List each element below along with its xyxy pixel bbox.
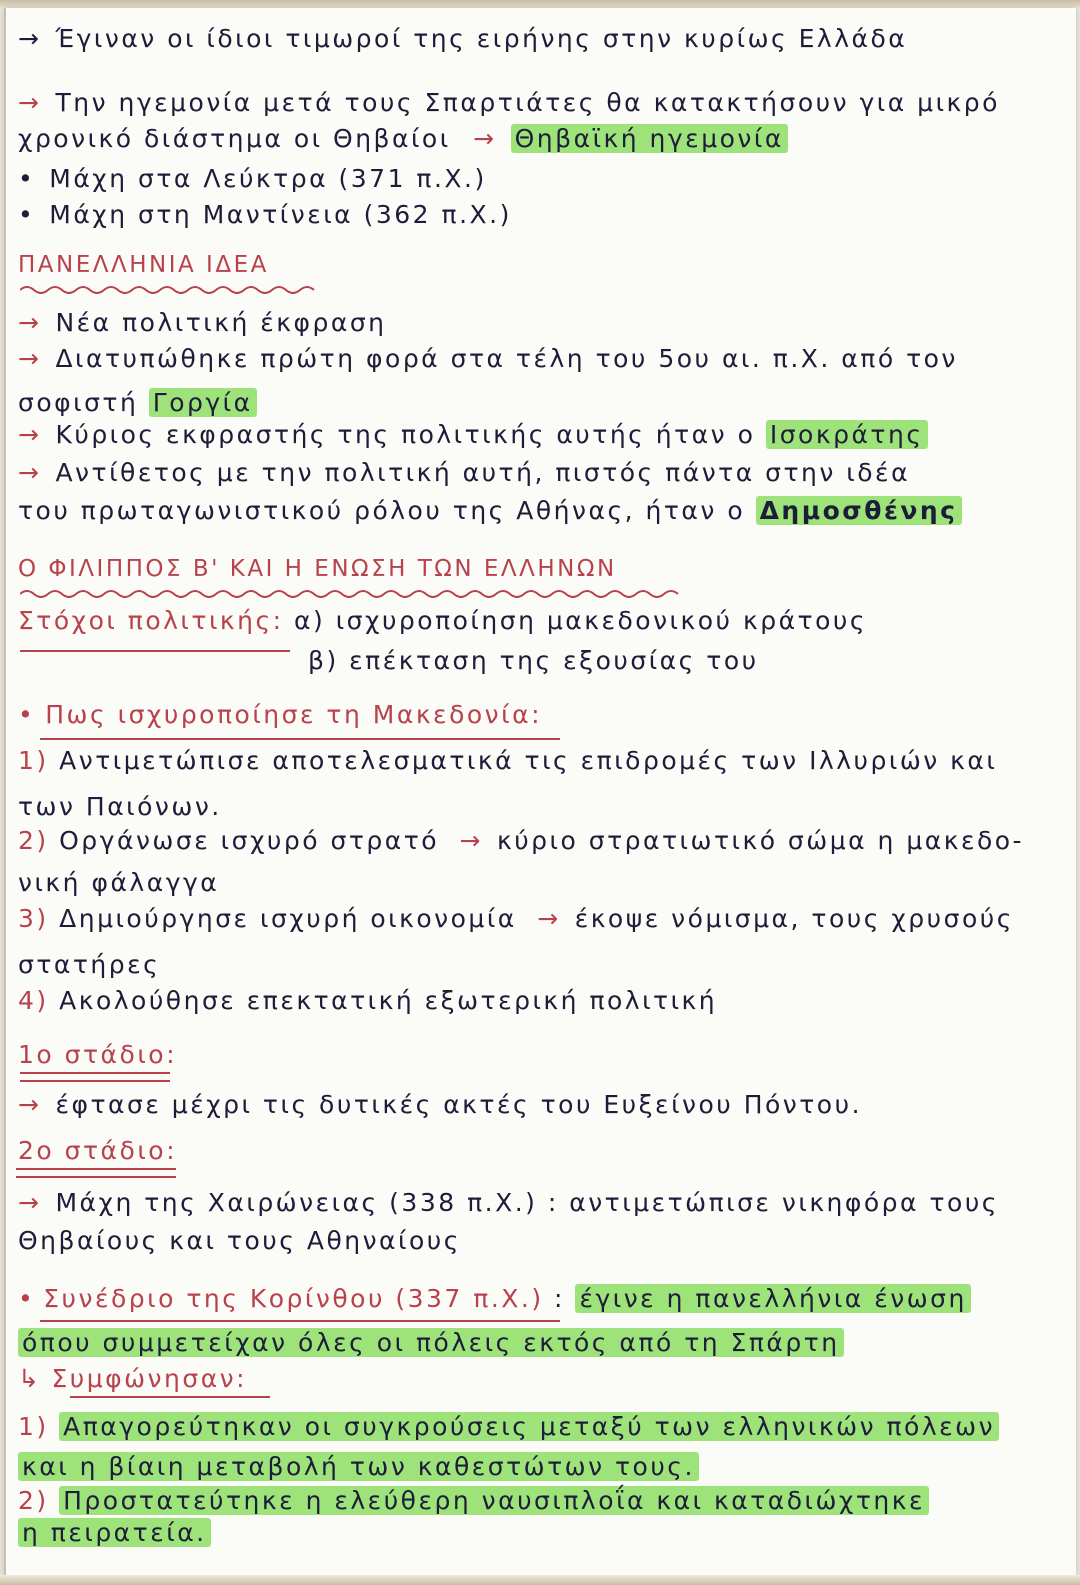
- num-2: 2): [18, 1486, 49, 1515]
- how-4: [18, 986, 717, 1015]
- highlight-theban-hegemony: Θηβαϊκή ηγεμονία: [511, 124, 788, 153]
- highlight-participants: όπου συμμετείχαν όλες οι πόλεις εκτός από τη Σπάρτη: [18, 1328, 844, 1357]
- how-1: [18, 746, 997, 775]
- arrow-icon: →: [537, 904, 561, 933]
- page-bottom-edge: [0, 1575, 1080, 1585]
- how-3: [18, 904, 1014, 933]
- agreed-2b: [18, 1518, 211, 1547]
- arrow-icon: →: [18, 88, 42, 117]
- intro-line-2: [18, 88, 1000, 117]
- goal-b: β) επέκταση της εξουσίας του: [308, 646, 759, 675]
- panhellenic-item-2: [18, 344, 958, 373]
- how-3-text-a: Δημιούργησε ισχυρή οικονομία: [59, 904, 517, 933]
- arrow-icon: →: [18, 1090, 42, 1119]
- intro-text-1: Έγιναν οι ίδιοι τιμωροί της ειρήνης στην κυρίως Ελλάδα: [55, 24, 908, 53]
- agreed-1-text-b: και η βίαιη μεταβολή των καθεστώτων τους.: [18, 1452, 699, 1481]
- bullet-icon: •: [18, 164, 36, 193]
- num-4: 4): [18, 986, 49, 1015]
- panhellenic-text-1: Νέα πολιτική έκφραση: [55, 308, 387, 337]
- how-2c: [18, 868, 219, 897]
- goals-row-b: [308, 646, 759, 675]
- num-3: 3): [18, 904, 49, 933]
- intro-line-3: [18, 124, 788, 153]
- arrow-icon: →: [18, 308, 42, 337]
- section-title-philip: Ο ΦΙΛΙΠΠΟΣ Β' ΚΑΙ Η ΕΝΩΣΗ ΤΩΝ ΕΛΛΗΝΩΝ: [18, 556, 617, 582]
- section-title-panhellenic: ΠΑΝΕΛΛΗΝΙΑ ΙΔΕΑ: [18, 252, 269, 278]
- panhellenic-text-2b: σοφιστή: [18, 388, 139, 417]
- how-2-text-a: Οργάνωσε ισχυρό στρατό: [59, 826, 440, 855]
- agreed-1: [18, 1412, 999, 1441]
- stage-1-label: 1ο στάδιο:: [18, 1040, 177, 1069]
- panhellenic-item-4b: [18, 496, 962, 525]
- arrow-icon: →: [18, 458, 42, 487]
- intro-text-2: Την ηγεμονία μετά τους Σπαρτιάτες θα κατακτήσουν για μικρό: [55, 88, 1000, 117]
- battle-leuctra: [18, 164, 487, 193]
- how-1-text-b: των Παιόνων.: [18, 792, 222, 821]
- bullet-icon: •: [18, 200, 36, 229]
- panhellenic-text-3: Κύριος εκφραστής της πολιτικής αυτής ήταν ο: [55, 420, 756, 449]
- arrow-icon: →: [459, 826, 483, 855]
- agreed-1-text-a: Απαγορεύτηκαν οι συγκρούσεις μεταξύ των ελληνικών πόλεων: [59, 1412, 999, 1441]
- stage-1-item: [18, 1090, 862, 1119]
- agreed-label: Συμφώνησαν:: [51, 1364, 248, 1393]
- num-2: 2): [18, 826, 49, 855]
- intro-line-1: [18, 24, 907, 53]
- goals-row-a: [18, 606, 867, 635]
- how-1b: [18, 792, 222, 821]
- underline: [20, 1072, 170, 1074]
- arrow-icon: →: [18, 420, 42, 449]
- how-3-text-c: στατήρες: [18, 950, 161, 979]
- arrow-icon: →: [18, 24, 42, 53]
- highlight-gorgias: Γοργία: [149, 388, 257, 417]
- stage-2-text-b: Θηβαίους και τους Αθηναίους: [18, 1226, 461, 1255]
- panhellenic-text-4a: Αντίθετος με την πολιτική αυτή, πιστός πάντα στην ιδέα: [55, 458, 911, 487]
- panhellenic-item-2b: [18, 388, 257, 417]
- panhellenic-item-4: [18, 458, 910, 487]
- arrow-icon: →: [18, 344, 42, 373]
- how-label: Πως ισχυροποίησε τη Μακεδονία:: [45, 700, 542, 729]
- stage-2-label: 2ο στάδιο:: [18, 1136, 177, 1165]
- how-2: [18, 826, 1024, 855]
- underline: [20, 650, 290, 652]
- how-label-row: [18, 700, 542, 729]
- agreed-1b: [18, 1452, 699, 1481]
- stage-1-text: έφτασε μέχρι τις δυτικές ακτές του Ευξείνου Πόντου.: [55, 1090, 863, 1119]
- battle-leuctra-text: Μάχη στα Λεύκτρα (371 π.Χ.): [49, 164, 487, 193]
- panhellenic-text-4b: του πρωταγωνιστικού ρόλου της Αθήνας, ήταν ο: [18, 496, 746, 525]
- bullet-icon: •: [18, 700, 36, 729]
- stage-2-item-b: [18, 1226, 461, 1255]
- arrow-icon: →: [473, 124, 497, 153]
- panhellenic-item-3: [18, 420, 928, 449]
- agreed-label-row: [18, 1364, 247, 1393]
- num-1: 1): [18, 746, 49, 775]
- underline: [40, 1320, 560, 1322]
- highlight-panhellenic-union: έγινε η πανελλήνια ένωση: [575, 1284, 970, 1313]
- goals-label: Στόχοι πολιτικής:: [18, 606, 284, 635]
- hook-arrow-icon: ↳: [18, 1364, 42, 1393]
- panhellenic-item-1: [18, 308, 387, 337]
- stage-2-text-a: Μάχη της Χαιρώνειας (338 π.Χ.) : αντιμετώπισε νικηφόρα τους: [55, 1188, 999, 1217]
- underline: [16, 1176, 176, 1178]
- how-3-text-b: έκοψε νόμισμα, τους χρυσούς: [574, 904, 1014, 933]
- arrow-icon: →: [18, 1188, 42, 1217]
- how-4-text: Ακολούθησε επεκτατική εξωτερική πολιτική: [59, 986, 718, 1015]
- panhellenic-text-2a: Διατυπώθηκε πρώτη φορά στα τέλη του 5ου αι. π.Χ. από τον: [55, 344, 958, 373]
- how-2-text-c: νική φάλαγγα: [18, 868, 220, 897]
- underline: [16, 1168, 176, 1170]
- wavy-underline: [20, 284, 320, 296]
- synedrio-label: Συνέδριο της Κορίνθου (337 π.Χ.): [43, 1284, 544, 1313]
- underline: [70, 1396, 270, 1398]
- how-1-text: Αντιμετώπισε αποτελεσματικά τις επιδρομές των Ιλλυριών και: [59, 746, 998, 775]
- battle-mantinea: [18, 200, 512, 229]
- highlight-demosthenes: Δημοσθένης: [756, 496, 962, 525]
- highlight-isocrates: Ισοκράτης: [766, 420, 928, 449]
- intro-text-3: χρονικό διάστημα οι Θηβαίοι: [18, 124, 451, 153]
- goal-a: α) ισχυροποίηση μακεδονικού κράτους: [294, 606, 868, 635]
- underline: [20, 1080, 170, 1082]
- stage-2-item: [18, 1188, 999, 1217]
- synedrio-row: • Συνέδριο της Κορίνθου (337 π.Χ.) : έγινε η πανελλήνια ένωση: [18, 1284, 971, 1313]
- wavy-underline: [20, 588, 680, 600]
- synedrio-row-b: [18, 1328, 844, 1357]
- num-1: 1): [18, 1412, 49, 1441]
- agreed-2-text-b: η πειρατεία.: [18, 1518, 211, 1547]
- underline: [40, 738, 560, 740]
- how-3c: [18, 950, 160, 979]
- agreed-2: [18, 1486, 929, 1515]
- battle-mantinea-text: Μάχη στη Μαντίνεια (362 π.Χ.): [49, 200, 512, 229]
- bullet-icon: •: [18, 1284, 36, 1313]
- how-2-text-b: κύριο στρατιωτικό σώμα η μακεδο-: [496, 826, 1025, 855]
- agreed-2-text-a: Προστατεύτηκε η ελεύθερη ναυσιπλοΐα και καταδιώχτηκε: [59, 1486, 929, 1515]
